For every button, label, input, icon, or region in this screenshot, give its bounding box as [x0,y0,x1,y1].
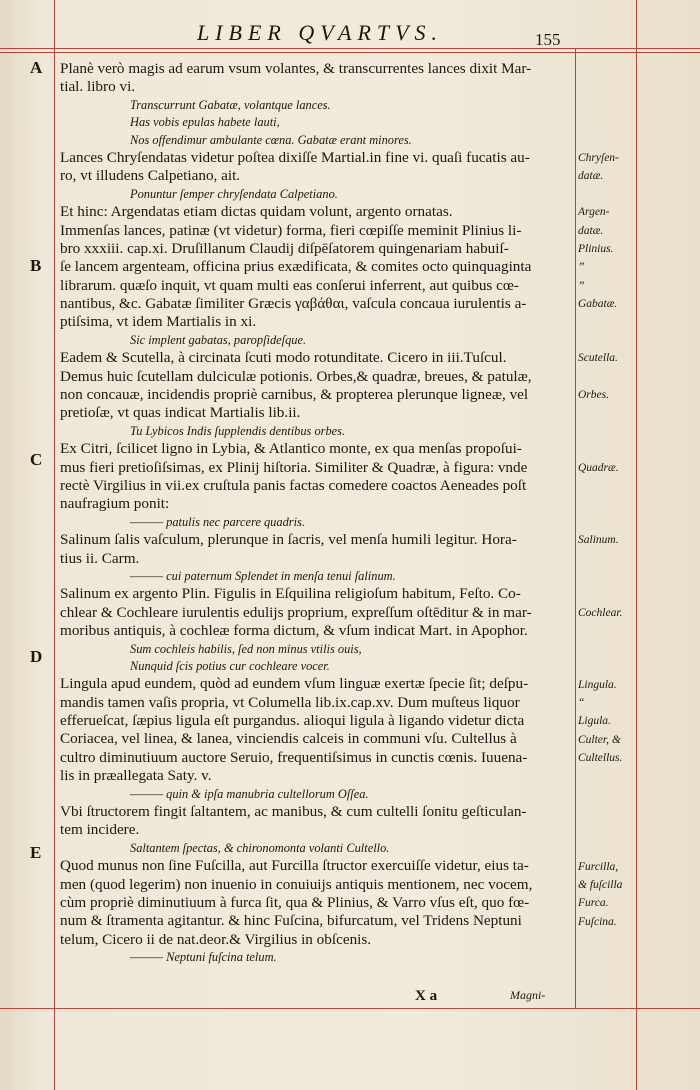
body-text [60,60,572,967]
text-line: men (quod legerim) non inuenio in conuiuijs antiquis mentionem, nec vocem, [60,875,533,893]
margin-note: “ [578,697,585,709]
text-line: Salinum ſalis vaſculum, plerunque in ſacris, vel menſa humili legitur. Hora- [60,531,517,549]
text-line: tem incidere. [60,821,140,839]
text-line: tial. libro vi. [60,78,136,96]
text-line: librarum. quæſo inquit, vt quam multi eas conſerui inferrent, aut quibus cœ- [60,276,519,294]
quotation-line: Saltantem ſpectas, & chironomonta volanti Cultello. [130,840,390,855]
section-letter-b: B [30,256,42,275]
section-letter-d: D [30,647,43,666]
quotation-line: Tu Lybicos Indis ſupplendis dentibus orbes. [130,423,346,438]
text-line: cultro diminutiuum auctore Seruio, frequentiſsimus in cunctis cœnis. Iuuena- [60,748,528,766]
text-line: Immenſas lances, patinæ (vt videtur) forma, fieri cœpiſſe meminit Plinius li- [60,221,522,239]
margin-note: Fuſcina. [578,915,617,928]
running-title: LIBER QVARTVS. [196,20,444,45]
text-line: telum, Cicero ii de nat.deor.& Virgilius in obſcenis. [60,930,372,948]
text-line: tius ii. Carm. [60,549,140,567]
margin-note: Orbes. [578,389,609,402]
text-line: nantibus, &c. Gabatæ ſimiliter Græcis γαβάθαι, vaſcula concaua iurulentis a- [60,295,527,313]
text-line: lis in præallegata Saty. v. [60,767,212,785]
text-line: Salinum ex argento Plin. Figulis in Eſquilina religioſum habitum, Feſto. Co- [60,585,521,603]
margin-note: Quadræ. [578,461,619,474]
margin-note: ” [578,279,585,292]
margin-note: Gabatæ. [578,298,618,311]
bottom-rule [0,1008,700,1009]
text-line: non concauæ, incidendis propriè carnibus, & propterea plerunque ligneæ, vel [60,386,529,404]
margin-note: Chryſen- [578,152,619,164]
left-rule [54,0,55,1090]
quotation-line: Nunquid ſcis potius cur cochleare vocer. [130,658,330,673]
quotation-line: Transcurrunt Gabatæ, volantque lances. [130,97,331,112]
section-letter-a: A [30,58,43,77]
margin-note: Salinum. [578,534,619,547]
quotation-line: Nos offendimur ambulante cœna. Gabatæ erant minores. [130,132,412,147]
top-rule [0,48,700,49]
top-rule-lower [0,52,700,53]
catchword: Magni- [510,988,546,1002]
margin-note: Cultellus. [578,752,623,765]
text-line: Lances Chryſendatas videtur poſtea dixiſſe Martial.in fine vi. quaſi fucatis au- [60,148,530,166]
margin-note: ” [578,261,585,274]
signature-mark: X a [415,988,438,1004]
margin-note: Plinius. [578,243,614,255]
margin-note: Cochlear. [578,607,623,619]
margin-note: Lingula. [578,678,617,691]
text-line: Coriacea, vel linea, & lanea, vinciendis calceis in communi vſu. Cultellus à [60,730,517,748]
quotation-line: Sic implent gabatas, paropſideſque. [130,332,307,347]
text-line: mandis tamen vaſis propria, vt Columella lib.ix.cap.xv. Dum muſteus liquor [60,693,520,711]
text-line: num & ſtramenta agitantur. & hinc Fuſcina, bifurcatum, vel Tridens Neptuni [60,912,522,930]
text-line: Lingula apud eundem, quòd ad eundem vſum linguæ exertæ ſpecie ſit; deſpu- [60,675,529,693]
text-line: Eadem & Scutella, à circinata ſcuti modo rotunditate. Cicero in iii.Tuſcul. [60,349,507,367]
text-line: Planè verò magis ad earum vsum volantes, & transcurrentes lances dixit Mar- [60,60,532,77]
quotation-line: Has vobis epulas habete lauti, [130,115,280,130]
margin-note: Furca. [578,897,609,910]
text-line: naufragium ponit: [60,495,170,513]
quotation-line: ——— patulis nec parcere quadris. [130,514,305,529]
quotation-line: ——— cui paternum Splendet in menſa tenui ſalinum. [130,568,396,583]
margin-note: Furcilla, [578,860,619,873]
quotation-line: ——— Neptuni fuſcina telum. [130,950,277,965]
text-line: rectè Virgilius in vii.ex cruſtula panis factas comedere coactos Aeneades poſt [60,476,527,494]
margin-note: Argen- [578,206,610,219]
text-line: cùm propriè diminutiuum à furca ſit, qua & Plinius, & Varro vſus eſt, quo fœ- [60,893,530,911]
margin-note: Ligula. [578,715,611,728]
text-line: pretioſæ, vt quas indicat Martialis lib.ii. [60,404,301,422]
quotation-line: Ponuntur ſemper chryſendata Calpetiano. [130,186,338,201]
section-letter-c: C [30,450,43,469]
margin-note: datæ. [578,170,604,183]
page-footer [60,988,580,1008]
text-line: efferueſcat, ſæpius ligula eſt purgandus. alioqui ligula à ligando videtur dicta [60,712,525,730]
text-line: moribus antiquis, à cochleæ forma dictum, & vſum indicat Mart. in Apophor. [60,622,528,640]
text-line: bro xxxiii. cap.xi. Druſillanum Claudij diſpēſatorem quingenariam habuiſ- [60,239,509,257]
margin-note: Scutella. [578,352,618,365]
text-line: ro, vt illudens Calpetiano, ait. [60,167,241,185]
page-number: 155 [535,30,561,49]
text-line: ptiſsima, vt idem Martialis in xi. [60,313,257,331]
quotation-line: Sum cochleis habilis, ſed non minus vtilis ouis, [130,641,362,656]
margin-note: datæ. [578,224,604,237]
section-letter-e: E [30,843,42,862]
text-line: Ex Citri, ſcilicet ligno in Lybia, & Atlantico monte, ex qua menſas propoſui- [60,440,522,458]
text-line: Quod munus non ſine Fuſcilla, aut Furcilla ſtructor exercuiſſe videtur, eius ta- [60,857,529,875]
margin-note: & fuſcilla [578,879,623,891]
text-line: ſe lancem argenteam, officina prius exædificata, & comites octo quinquaginta [60,258,532,276]
text-line: mus fieri pretioſiſsimas, ex Plinij hiſtoria. Similiter & Quadræ, à figura: vnde [60,458,528,476]
text-line: Et hinc: Argendatas etiam dictas quidam volunt, argento ornatas. [60,203,453,221]
text-line: Demus huic ſcutellam dulciculæ potionis. Orbes,& quadræ, breues, & patulæ, [60,367,532,385]
text-line: chlear & Cochleare iurulentis edulijs proprium, expreſſum oſtēditur & in mar- [60,603,532,621]
text-right-rule [575,48,576,1008]
quotation-line: ——— quin & ipſa manubria cultellorum Oſſea. [130,786,369,801]
text-line: Vbi ſtructorem fingit ſaltantem, ac manibus, & cum cultelli ſonitu geſticulan- [60,803,527,821]
margin-note: Culter, & [578,733,621,746]
